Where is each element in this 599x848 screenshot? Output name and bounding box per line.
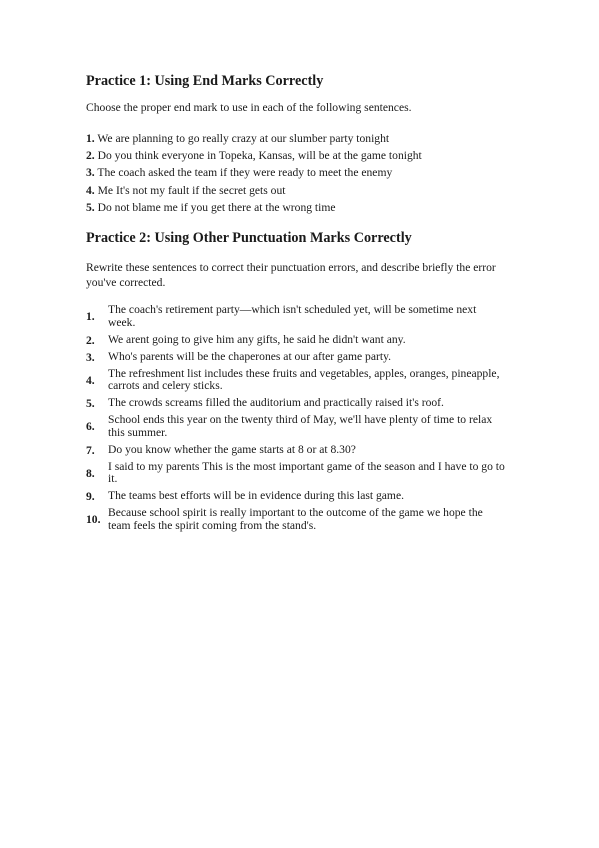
item-number: 6. <box>86 420 95 434</box>
practice2-item-8 <box>86 459 506 489</box>
item-number: 4. <box>86 183 95 197</box>
item-number: 5. <box>86 200 95 214</box>
item-number: 8. <box>86 466 95 480</box>
item-number: 10. <box>86 513 101 527</box>
item-number: 1. <box>86 310 95 324</box>
practice2-item-3 <box>86 349 506 366</box>
item-text: I said to my parents This is the most important game of the season and I have to go to it. <box>108 459 505 486</box>
item-number: 3. <box>86 166 95 180</box>
practice2-item-9 <box>86 488 506 505</box>
practice2-title: Practice 2: Using Other Punctuation Marks Correctly <box>86 230 412 247</box>
item-text: Do you know whether the game starts at 8 or at 8.30? <box>108 442 356 456</box>
practice2-item-7 <box>86 442 506 459</box>
practice2-item-5 <box>86 395 506 412</box>
practice1-item-5 <box>86 199 526 216</box>
item-text: Do you think everyone in Topeka, Kansas, will be at the game tonight <box>97 149 422 163</box>
item-number: 3. <box>86 350 95 364</box>
practice2-item-10 <box>86 505 506 535</box>
item-text: The refreshment list includes these fruits and vegetables, apples, oranges, pineapple, carrots and celery sticks. <box>108 366 500 393</box>
item-text: Who's parents will be the chaperones at our after game party. <box>108 349 392 363</box>
practice2-item-1 <box>86 302 506 332</box>
practice1-title: Practice 1: Using End Marks Correctly <box>86 73 324 89</box>
practice2-item-2 <box>86 332 506 349</box>
practice2-item-6 <box>86 412 506 442</box>
item-text: School ends this year on the twenty third of May, we'll have plenty of time to relax this summer. <box>108 413 493 439</box>
item-number: 2. <box>86 149 95 163</box>
item-number: 7. <box>86 443 95 457</box>
practice2-list <box>86 302 506 535</box>
item-text: The coach's retirement party—which isn't scheduled yet, will be sometime next week. <box>108 303 477 329</box>
practice1-item-3 <box>86 164 526 181</box>
item-text: We arent going to give him any gifts, he said he didn't want any. <box>108 332 406 346</box>
item-text: Because school spirit is really important to the outcome of the game we hope the team feels the spirit coming from the stand's. <box>108 506 483 532</box>
practice1-item-2 <box>86 147 526 164</box>
worksheet-page <box>86 66 526 535</box>
item-number: 2. <box>86 333 95 347</box>
item-text: The teams best efforts will be in evidence during this last game. <box>108 489 404 503</box>
item-number: 4. <box>86 373 95 387</box>
item-text: We are planning to go really crazy at our slumber party tonight <box>97 132 390 145</box>
item-text: The coach asked the team if they were ready to meet the enemy <box>97 166 393 180</box>
item-text: The crowds screams filled the auditorium and practically raised it's roof. <box>108 396 444 410</box>
item-text: Do not blame me if you get there at the wrong time <box>97 200 336 214</box>
practice1-instructions: Choose the proper end mark to use in each of the following sentences. <box>86 101 412 114</box>
practice1-item-1 <box>86 130 526 147</box>
practice1-item-4 <box>86 182 526 199</box>
practice1-list <box>86 130 526 216</box>
item-number: 9. <box>86 490 95 504</box>
practice2-item-4 <box>86 366 506 396</box>
practice2-instructions: Rewrite these sentences to correct their punctuation errors, and describe briefly the error you've corrected. <box>86 261 496 290</box>
item-number: 1. <box>86 132 95 145</box>
item-text: Me It's not my fault if the secret gets out <box>97 183 286 197</box>
item-number: 5. <box>86 397 95 411</box>
